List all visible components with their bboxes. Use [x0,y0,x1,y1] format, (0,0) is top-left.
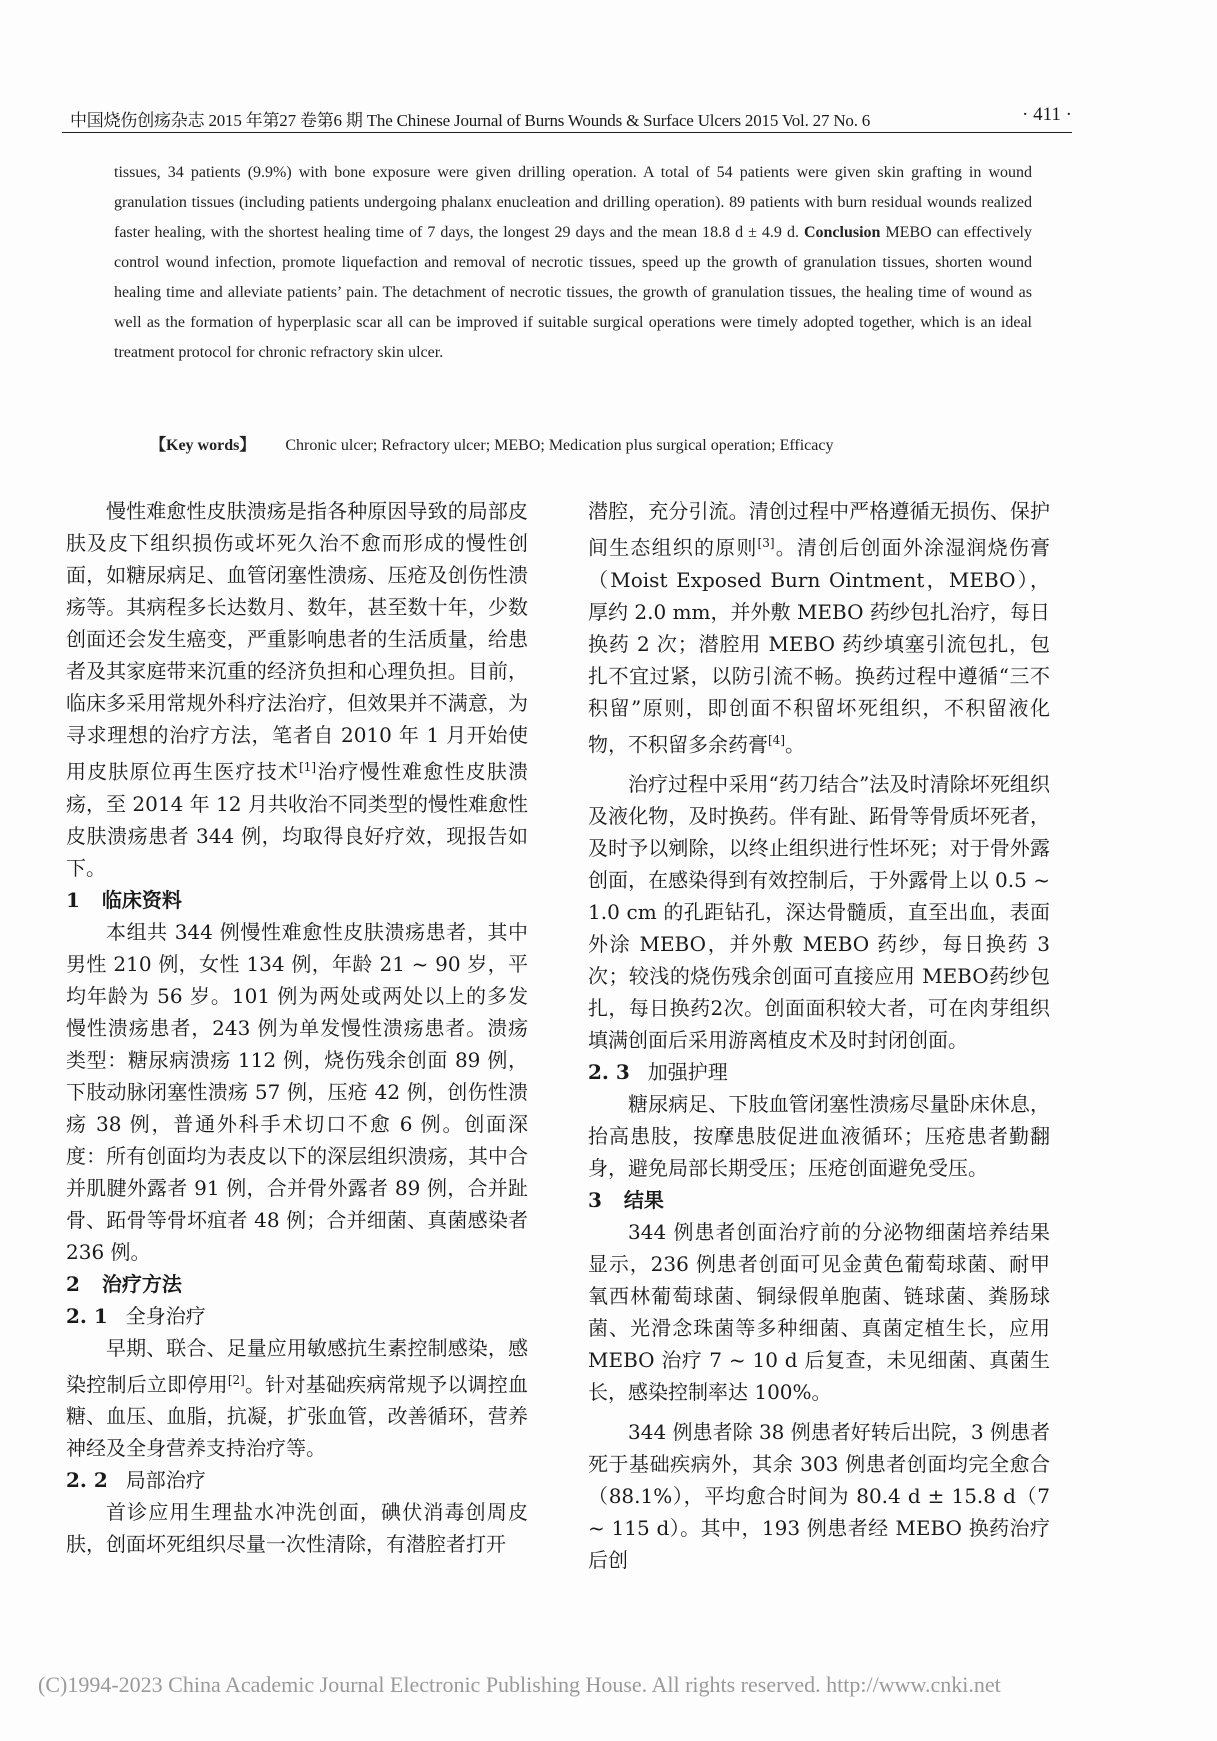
combined-treatment-paragraph: 治疗过程中采用“药刀结合”法及时清除坏死组织及液化物，及时换药。伴有趾、跖骨等骨质坏死者，及时予以剜除，以终止组织进行性坏死；对于骨外露创面，在感染得到有效控制后，于外露骨上以 0.5 ~ 1.0 cm 的孔距钻孔，深达骨髓质，直至出血，表面外涂 MEBO，并外敷 MEBO 药纱，每日换药 3 次；较浅的烧伤残余创面可直接应用 MEBO药纱包扎，每日换药2次。创面面积较大者，可在肉芽组织填满创面后采用游离植皮术及时封闭创面。 [588,772,1050,1053]
citation-ref: [4] [768,732,785,747]
subsection-heading-2-2 [66,1464,528,1496]
section-heading-1 [66,884,528,916]
subsection-number: 2. 3 [588,1060,630,1085]
subsection-number: 2. 2 [66,1468,108,1493]
subsection-heading-2-3 [588,1056,1050,1088]
paragraph-text-a: 早期、联合、足量应用敏感抗生素控制感染，感染控制后立即停用 [66,1335,528,1397]
subsection-title: 全身治疗 [125,1303,206,1328]
page-number: · 411 · [1022,104,1072,125]
subsection-title: 局部治疗 [125,1468,206,1493]
section-heading-3 [588,1184,1050,1216]
section-number: 3 [588,1188,602,1213]
citation-ref: [3] [757,536,775,550]
section-title: 临床资料 [101,887,182,912]
keywords-text: Chronic ulcer; Refractory ulcer; MEBO; Medication plus surgical operation; Efficacy [285,437,834,454]
left-column [66,495,528,1560]
section-title: 结果 [623,1188,664,1213]
right-column [588,495,1050,1576]
keywords [150,432,1050,455]
section-heading-2 [66,1268,528,1300]
paragraph-text-b: 。清创后创面外涂湿润烧伤膏（Moist Exposed Burn Ointment，MEBO），厚约 2.0 mm，并外敷 MEBO 药纱包扎治疗，每日换药 2 次；潜腔用 MEBO 药纱填塞引流包扎，包扎不宜过紧，以防引流不畅。换药过程中遵循“三不积留”原则，即创面不积留坏死组织，不积留液化物，不积留多余药膏 [588,535,1051,757]
journal-citation: 中国烧伤创疡杂志 2015 年第27 卷第6 期 The Chinese Journal of Burns Wounds & Surface Ulcers 2015 Vol. 27 No. 6 [70,111,871,130]
copyright-footer: (C)1994-2023 China Academic Journal Electronic Publishing House. All rights reserved. http://www.cnki.net [38,1672,1001,1697]
results-paragraph-2: 344 例患者除 38 例患者好转后出院，3 例患者死于基础疾病外，其余 303 例患者创面均完全愈合（88.1%），平均愈合时间为 80.4 d ± 15.8 d（7 ~ 115 d）。其中，193 例患者经 MEBO 换药治疗后创 [588,1420,1050,1573]
intro-text-b: 治疗慢性难愈性皮肤溃疡，至 2014 年 12 月共收治不同类型的慢性难愈性皮肤溃疡患者 344 例，均取得良好疗效，现报告如下。 [66,759,529,880]
running-header [62,100,1072,133]
local-treatment-continued [588,495,1050,760]
citation-ref: [2] [227,1372,245,1387]
paragraph-text-a: 潜腔，充分引流。清创过程中严格遵循无损伤、保护间生态组织的原则 [588,499,1050,560]
conclusion-label: Conclusion [803,224,881,241]
intro-text-a: 慢性难愈性皮肤溃疡是指各种原因导致的局部皮肤及皮下组织损伤或坏死久治不愈而形成的慢性创面，如糖尿病足、血管闭塞性溃疡、压疮及创伤性溃疡等。其病程多长达数月、数年，甚至数十年，少数创面还会发生癌变，严重影响患者的生活质量，给患者及其家庭带来沉重的经济负担和心理负担。目前，临床多采用常规外科疗法治疗，但效果并不满意，为寻求理想的治疗方法，笔者自 2010 年 1 月开始使用皮肤原位再生医疗技术 [66,499,528,784]
abstract-text-2: MEBO can effectively control wound infection, promote liquefaction and removal of necrotic tissues, speed up the growth of granulation tissues, shorten wound healing time and alleviate patients’ pain. The detachment of necrotic tissues, the growth of granulation tissues, the healing time of wound as well as the formation of hyperplasic scar all can be improved if suitable surgical operations were timely adopted together, which is an ideal treatment protocol for chronic refractory skin ulcer. [114,224,1033,361]
section-number: 2 [66,1271,80,1296]
paragraph-text-b: 。针对基础疾病常规予以调控血糖、血压、血脂，抗凝，扩张血管，改善循环，营养神经及全身营养支持治疗等。 [66,1372,529,1461]
subsection-number: 2. 1 [66,1303,108,1328]
local-treatment-paragraph: 首诊应用生理盐水冲洗创面，碘伏消毒创周皮肤，创面坏死组织尽量一次性清除，有潜腔者打开 [66,1500,528,1557]
intro-paragraph [66,495,528,884]
subsection-title: 加强护理 [647,1060,728,1085]
abstract-text-1: tissues, 34 patients (9.9%) with bone exposure were given drilling operation. A total of 54 patients were given skin grafting in wound granulation tissues (including patients undergoing phalanx enucleation and drilling operation). 89 patients with burn residual wounds realized faster healing, with the shortest healing time of 7 days, the longest 29 days and the mean 18.8 d ± 4.9 d. [114,164,1032,241]
paragraph-text-c: 。 [785,732,805,757]
keywords-label: 【Key words】 [150,437,256,454]
systemic-treatment-paragraph [66,1332,528,1465]
nursing-paragraph: 糖尿病足、下肢血管闭塞性溃疡尽量卧床休息，抬高患肢，按摩患肢促进血液循环；压疮患者勤翻身，避免局部长期受压；压疮创面避免受压。 [588,1092,1050,1181]
section-title: 治疗方法 [101,1271,182,1296]
citation-ref: [1] [299,760,317,774]
english-abstract [114,158,1032,368]
subsection-heading-2-1 [66,1300,528,1332]
clinical-data-paragraph: 本组共 344 例慢性难愈性皮肤溃疡患者，其中男性 210 例，女性 134 例，年龄 21 ~ 90 岁，平均年龄为 56 岁。101 例为两处或两处以上的多发慢性溃疡患者，243 例为单发慢性溃疡患者。溃疡类型：糖尿病溃疡 112 例，烧伤残余创面 89 例，下肢动脉闭塞性溃疡 57 例，压疮 42 例，创伤性溃疡 38 例，普通外科手术切口不愈 6 例。创面深度：所有创面均为表皮以下的深层组织溃疡，其中合并肌腱外露者 91 例，合并骨外露者 89 例，合并趾骨、跖骨等骨坏疽者 48 例；合并细菌、真菌感染者 236 例。 [66,919,528,1264]
results-paragraph-1: 344 例患者创面治疗前的分泌物细菌培养结果显示，236 例患者创面可见金黄色葡萄球菌、耐甲氧西林葡萄球菌、铜绿假单胞菌、链球菌、粪肠球菌、光滑念珠菌等多种细菌、真菌定植生长，应用 MEBO 治疗 7 ~ 10 d 后复查，未见细菌、真菌生长，感染控制率达 100%。 [588,1220,1050,1405]
section-number: 1 [66,887,80,912]
